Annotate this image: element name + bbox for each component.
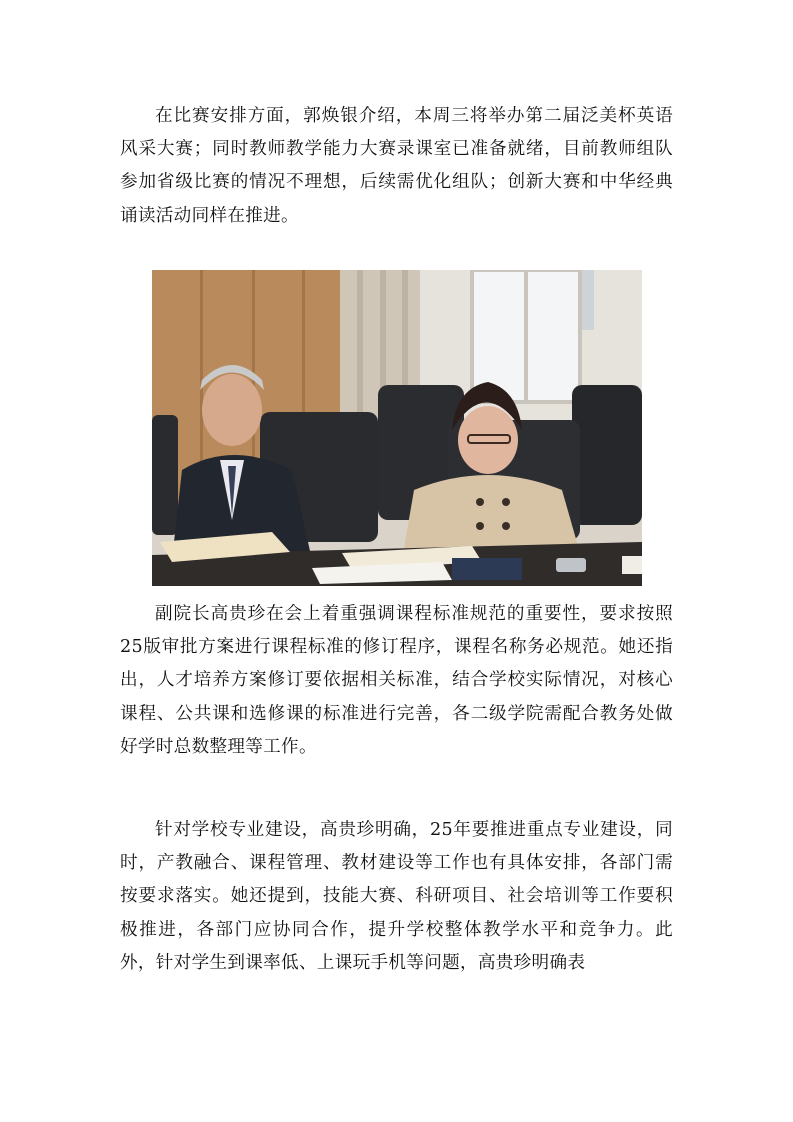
meeting-photo <box>152 270 642 586</box>
paragraph-program-construction: 针对学校专业建设，高贵珍明确，25年要推进重点专业建设，同时，产教融合、课程管理、教材建设等工作也有具体安排，各部门需按要求落实。她还提到，技能大赛、科研项目、社会培训等工作要积极推进，各部门应协同合作，提升学校整体教学水平和竞争力。此外，针对学生到课率低、上课玩手机等问题，高贵珍明确表 <box>120 820 673 973</box>
paragraph-competition-arrangements: 在比赛安排方面，郭焕银介绍，本周三将举办第二届泛美杯英语风采大赛；同时教师教学能力大赛录课室已准备就绪，目前教师组队参加省级比赛的情况不理想，后续需优化组队；创新大赛和中华经典诵读活动同样在推进。 <box>120 106 673 226</box>
paragraph-curriculum-standards: 副院长高贵珍在会上着重强调课程标准规范的重要性，要求按照25版审批方案进行课程标准的修订程序，课程名称务必规范。她还指出，人才培养方案修订要依据相关标准，结合学校实际情况，对核心课程、公共课和选修课的标准进行完善，各二级学院需配合教务处做好学时总数整理等工作。 <box>120 604 673 757</box>
